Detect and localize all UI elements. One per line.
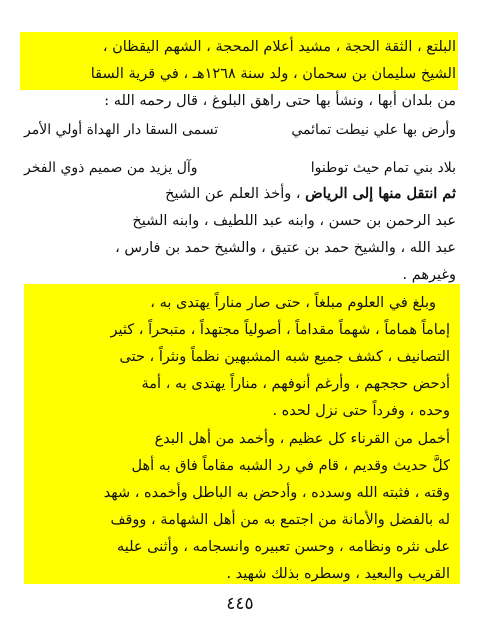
legacy-line-6: القريب والبعيد ، وسطره بذلك شهيد .	[226, 566, 450, 582]
teachers-paragraph	[24, 180, 456, 289]
praise-line-1: وبلغ في العلوم مبلغاً ، حتى صار مناراً يهتدى به ،	[150, 295, 436, 311]
legacy-line-2: كلَّ حديث وقديم ، قام في رد الشبه مقاماً فاق به أهل	[131, 458, 450, 474]
praise-paragraph	[26, 290, 450, 425]
poem-verse-2	[24, 156, 456, 180]
verse-2-first-half: بلاد بني تمام حيث توطنوا	[310, 160, 456, 176]
praise-line-4: أدحض حججهم ، وأرغم أنوفهم ، مناراً يهتدى به ، أمة	[141, 376, 450, 392]
verse-2-second-half: وآل يزيد من صميم ذوي الفخر	[24, 160, 198, 176]
verse-1-second-half: تسمى السقا دار الهداة أولي الأمر	[24, 122, 219, 138]
teachers-lead: ثم انتقل منها إلى الرياض	[305, 185, 456, 202]
teachers-line-3: عبد الله ، والشيخ حمد بن عتيق ، والشيخ حمد بن فارس ،	[115, 240, 456, 256]
legacy-line-1: أخمل من القرناء كل عظيم ، وأخمد من أهل البدع	[154, 431, 450, 447]
legacy-paragraph	[26, 426, 450, 588]
legacy-line-5: على نثره ونظامه ، وحسن تعبيره وانسجامه ، وأثنى عليه	[116, 539, 450, 555]
praise-line-3: التصانيف ، كشف جميع شبه المشبهين نظماً ونثراً ، حتى	[119, 349, 450, 365]
poem-verse-1	[24, 118, 456, 142]
teachers-line-4: وغيرهم .	[402, 267, 456, 283]
teachers-line-1	[24, 180, 456, 208]
teachers-line-2: عبد الرحمن بن حسن ، وابنه عبد اللطيف ، وابنه الشيخ	[132, 213, 456, 229]
intro-paragraph	[24, 34, 456, 115]
praise-line-2: إماماً هماماً ، شهماً مقداماً ، أصولياً مجتهداً ، متبحراً ، كثير	[110, 322, 450, 338]
legacy-line-3: وقته ، فثبته الله وسدده ، وأدحض به الباطل وأخمده ، شهد	[103, 485, 450, 501]
praise-line-5: وحده ، وفرداً حتى نزل لحده .	[272, 403, 450, 419]
verse-1-first-half: وأرض بها علي نيطت تمائمي	[291, 122, 456, 138]
teachers-line-1-rest: ، وأخذ العلم عن الشيخ	[165, 186, 301, 202]
legacy-line-4: له بالفضل والأمانة من اجتمع به من أهل الشهامة ، ووقف	[110, 512, 450, 528]
page-number: ٤٤٥	[226, 594, 254, 614]
poem	[24, 118, 456, 180]
intro-line-3: من بلدان أبها ، ونشأ بها حتى راهق البلوغ ، قال رحمه الله :	[104, 93, 456, 109]
intro-line-1: البلتع ، الثقة الحجة ، مشيد أعلام المحجة ، الشهم اليقظان ،	[102, 39, 456, 55]
intro-line-2: الشيخ سليمان بن سحمان ، ولد سنة ١٢٦٨هـ ، في قرية السقا	[90, 66, 456, 82]
